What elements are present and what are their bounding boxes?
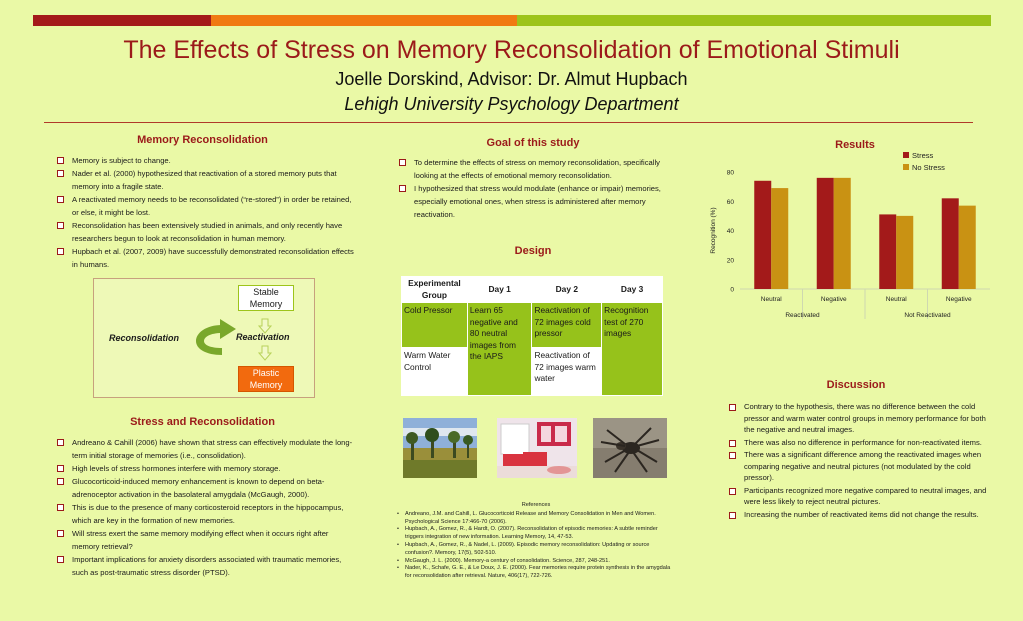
- x-tick-label: Neutral: [885, 296, 907, 303]
- x-tick-label: Negative: [820, 296, 847, 303]
- column-header: Day 2: [532, 277, 602, 303]
- poster-department: Lehigh University Psychology Department: [344, 94, 679, 114]
- reference-item: • Nader, K., Schafe, G. E., & Le Doux, J. E. (2000). Fear memories require protein synthesis in the amygdala for reconsolidation after retrieval. Nature, 406(17), 722-726.: [396, 565, 676, 581]
- list-item: Andreano & Cahill (2006) have shown that stress can effectively modulate the long-term initial storage of memories (i.e., consolidation).: [55, 436, 355, 462]
- references-title: References: [521, 502, 551, 508]
- reference-item: • Andreano, J.M. and Cahill, L. Glucocorticoid Release and Memory Consolidation in Men and Women. Psychological Science 17:466-70 (2006).: [396, 511, 676, 527]
- list-item: A reactivated memory needs to be reconsolidated (“re-stored”) in order be retained, or else, it might be lost.: [55, 193, 355, 219]
- design-table: [401, 276, 663, 396]
- y-axis-label: Recognition (%): [710, 207, 717, 254]
- list-item: There was also no difference in performance for non-reactivated items.: [727, 437, 989, 449]
- bar-no-stress: [834, 178, 851, 289]
- y-tick-label: 40: [726, 228, 734, 235]
- bar-stress: [817, 178, 834, 289]
- reference-item: • Hupbach, A., Gomez, R., & Hardt, O. (2007). Reconsolidation of episodic memories: A subtle reminder triggers integration of new information. Learning Memory, 14, 47-53.: [396, 526, 676, 542]
- down-arrow-icon: [258, 345, 272, 361]
- bedroom-photo: [497, 418, 577, 478]
- design-heading: Design: [514, 245, 552, 257]
- x-group-label: Reactivated: [785, 312, 820, 319]
- spider-photo: [593, 418, 667, 478]
- table-cell: Reactivation of 72 images cold pressor: [532, 303, 602, 348]
- table-header-row: [402, 277, 663, 303]
- title-divider: [44, 122, 973, 123]
- list-item: Increasing the number of reactivated items did not change the results.: [727, 509, 989, 521]
- reference-item: • Hupbach, A., Gomez, R., & Nadel, L. (2009). Episodic memory reconsolidation: Updating or source confusion?. Memory, 17(5), 502-510.: [396, 542, 676, 558]
- poster-title: The Effects of Stress on Memory Reconsolidation of Emotional Stimuli: [123, 36, 900, 64]
- list-item: Participants recognized more negative compared to neutral images, and were less likely to reject neutral pictures.: [727, 485, 989, 508]
- list-item: I hypothesized that stress would modulate (enhance or impair) memories, especially emotional ones, when stress is administered after memory reactivation.: [397, 182, 672, 221]
- bar-no-stress: [896, 216, 913, 289]
- legend-label: No Stress: [912, 163, 945, 172]
- table-cell: Reactivation of 72 images warm water: [532, 348, 602, 396]
- x-tick-label: Negative: [945, 296, 972, 303]
- results-chart: [704, 146, 994, 324]
- memory-reconsolidation-list: [55, 154, 355, 271]
- header-bar-green: [517, 15, 991, 26]
- discussion-heading: Discussion: [826, 379, 886, 391]
- column-header: Day 1: [467, 277, 532, 303]
- plastic-memory-box: Plastic Memory: [238, 366, 294, 392]
- reactivation-label: Reactivation: [236, 332, 290, 342]
- legend-label: Stress: [912, 151, 934, 160]
- discussion-list: [727, 401, 989, 521]
- legend-swatch: [903, 164, 909, 170]
- cycle-arrow-icon: [192, 317, 240, 359]
- column-header: Experimental Group: [402, 277, 468, 303]
- bar-stress: [879, 214, 896, 289]
- goal-list: [397, 156, 672, 221]
- list-item: Memory is subject to change.: [55, 154, 355, 167]
- list-item: Important implications for anxiety disorders associated with traumatic memories, such as post-traumatic stress disorder (PTSD).: [55, 553, 355, 579]
- references-list: [396, 511, 676, 581]
- bar-no-stress: [771, 188, 788, 289]
- x-tick-label: Neutral: [760, 296, 782, 303]
- list-item: This is due to the presence of many corticosteroid receptors in the hippocampus, which are key in the formation of new memories.: [55, 501, 355, 527]
- list-item: To determine the effects of stress on memory reconsolidation, specifically looking at the effects of emotional memory reconsolidation.: [397, 156, 672, 182]
- table-cell: Learn 65 negative and 80 neutral images from the IAPS: [467, 303, 532, 396]
- landscape-photo: [403, 418, 477, 478]
- table-row: [402, 303, 663, 348]
- reference-item: • McGaugh, J. L. (2000). Memory-a century of consolidation. Science, 287, 248-251.: [396, 558, 676, 566]
- y-tick-label: 20: [726, 257, 734, 265]
- reconsolidation-label: Reconsolidation: [109, 333, 180, 343]
- x-group-label: Not Reactivated: [904, 312, 951, 319]
- column-header: Day 3: [602, 277, 663, 303]
- list-item: High levels of stress hormones interfere with memory storage.: [55, 462, 355, 475]
- list-item: There was a significant difference among the reactivated images when comparing negative and neutral pictures (not modulated by the cold pressor).: [727, 449, 989, 484]
- list-item: Nader et al. (2000) hypothesized that reactivation of a stored memory puts that memory into a fragile state.: [55, 167, 355, 193]
- references: [396, 502, 676, 581]
- table-cell: Warm Water Control: [402, 348, 468, 396]
- list-item: Glucocorticoid-induced memory enhancement is known to depend on beta-adrenoceptor activation in the basolateral amygdala (McGaugh, 2000).: [55, 475, 355, 501]
- bar-stress: [754, 181, 771, 289]
- legend-swatch: [903, 152, 909, 158]
- list-item: Hupbach et al. (2007, 2009) have successfully demonstrated reconsolidation effects in humans.: [55, 245, 355, 271]
- y-tick-label: 80: [726, 169, 734, 177]
- list-item: Will stress exert the same memory modifying effect when it occurs right after memory retrieval?: [55, 527, 355, 553]
- list-item: Contrary to the hypothesis, there was no difference between the cold pressor and warm water control groups in memory performance for both the negative and neutral images.: [727, 401, 989, 436]
- stress-reconsolidation-heading: Stress and Reconsolidation: [130, 416, 275, 428]
- bar-stress: [942, 198, 959, 289]
- stress-reconsolidation-list: [55, 436, 355, 579]
- reconsolidation-diagram: [93, 278, 315, 398]
- stable-memory-box: Stable Memory: [238, 285, 294, 311]
- header-bar-orange: [211, 15, 517, 26]
- bar-no-stress: [959, 206, 976, 289]
- results-heading: Results: [835, 139, 875, 151]
- memory-reconsolidation-heading: Memory Reconsolidation: [137, 134, 268, 146]
- y-tick-label: 60: [726, 198, 734, 206]
- y-tick-label: 0: [730, 286, 734, 294]
- table-cell: Cold Pressor: [402, 303, 468, 348]
- list-item: Reconsolidation has been extensively studied in animals, and only recently have researchers begun to look at reconsolidation in human memory.: [55, 219, 355, 245]
- goal-heading: Goal of this study: [486, 137, 580, 149]
- poster-authors: Joelle Dorskind, Advisor: Dr. Almut Hupbach: [335, 69, 688, 89]
- table-cell: Recognition test of 270 images: [602, 303, 663, 396]
- header-bar-red: [33, 15, 211, 26]
